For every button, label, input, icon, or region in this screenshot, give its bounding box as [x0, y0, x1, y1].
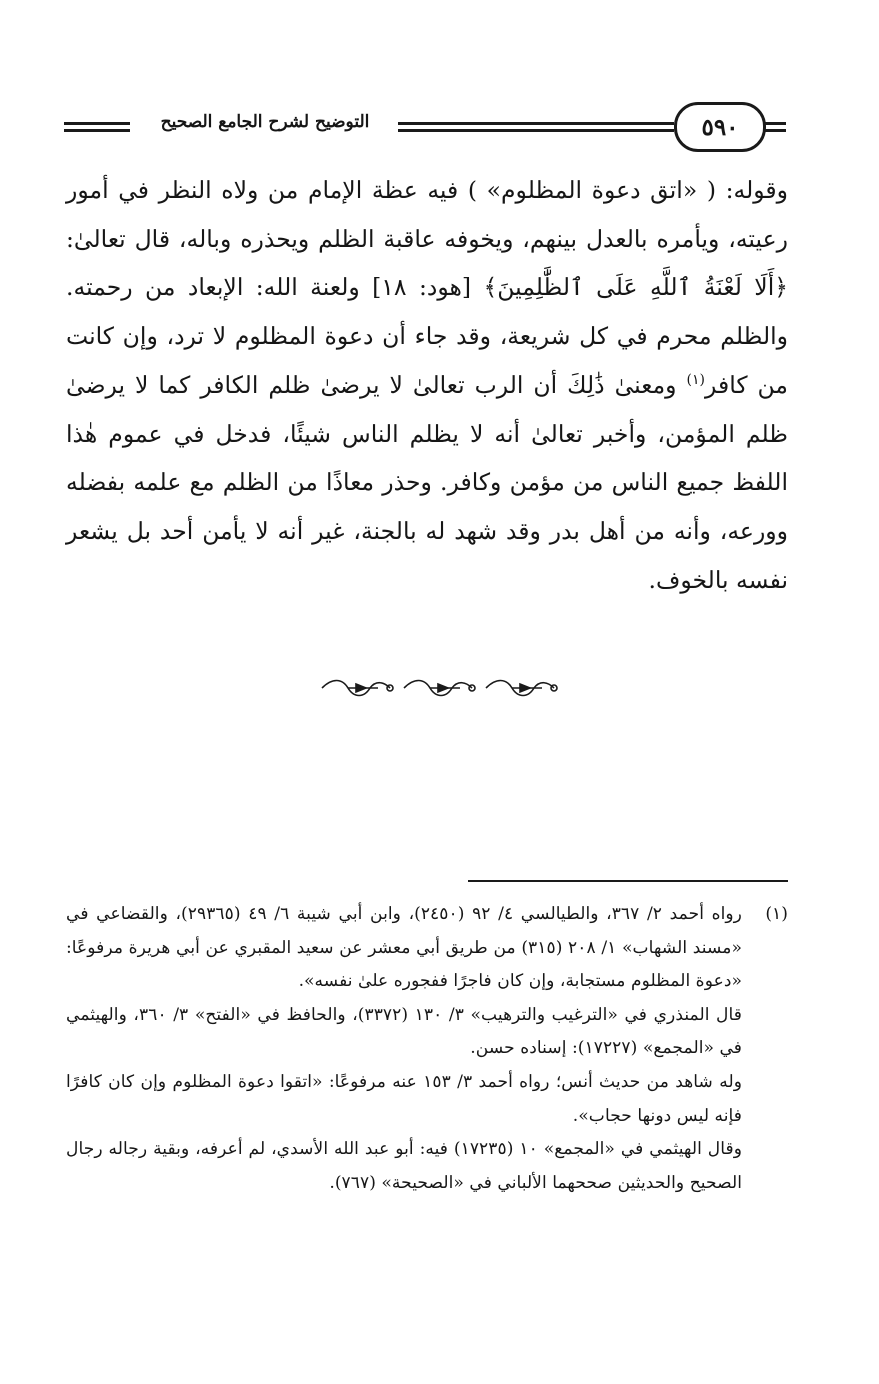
footnote-separator — [468, 880, 788, 882]
main-text-part1: وقوله: ( «اتق دعوة المظلوم» ) فيه عظة الإمام من ولاه النظر في أمور رعيته، ويأمره بالعدل بينهم، ويخوفه عاقبة الظلم ويحذره وباله، قال تعالىٰ: ﴿أَلَا لَعْنَةُ ٱللَّهِ عَلَى ٱلظَّٰلِمِينَ﴾ [هود: ١٨] ولعنة الله: الإبعاد من رحمته. والظلم محرم في كل شريعة، وقد جاء أن دعوة المظلوم لا ترد، وإن كانت من كافر — [66, 176, 789, 399]
footnote-number: (١) — [765, 904, 788, 924]
footnote-paragraph: وقال الهيثمي في «المجمع» ١٠ (١٧٢٣٥) فيه: أبو عبد الله الأسدي، لم أعرفه، وبقية رجاله رجال الصحيح والحديثين صححهما الألباني في «الصحيحة» (٧٦٧). — [66, 1139, 742, 1193]
main-paragraph — [66, 166, 788, 604]
page-number — [674, 102, 766, 152]
footnote-paragraph: قال المنذري في «الترغيب والترهيب» ٣/ ١٣٠ (٣٣٧٢)، والحافظ في «الفتح» ٣/ ٣٦٠، والهيثمي في «المجمع» (١٧٢٢٧): إسناده حسن. — [66, 1004, 742, 1059]
footnote-paragraph: وله شاهد من حديث أنس؛ رواه أحمد ٣/ ١٥٣ عنه مرفوعًا: «اتقوا دعوة المظلوم وإن كان كافرًا فإنه ليس دونها حجاب». — [66, 1071, 742, 1126]
running-header — [0, 102, 879, 154]
footnote-paragraph: رواه أحمد ٢/ ٣٦٧، والطيالسي ٤/ ٩٢ (٢٤٥٠)، وابن أبي شيبة ٦/ ٤٩ (٢٩٣٦٥)، والقضاعي في «مسند الشهاب» ١/ ٢٠٨ (٣١٥) من طريق أبي معشر عن سعيد المقبري عن أبي هريرة مرفوعًا: «دعوة المظلوم مستجابة، وإن كان فاجرًا ففجوره علىٰ نفسه». — [66, 904, 742, 992]
main-text-part2: ومعنىٰ ذَٰلِكَ أن الرب تعالىٰ لا يرضىٰ ظلم الكافر كما لا يرضىٰ ظلم المؤمن، وأخبر تعالىٰ أنه لا يظلم الناس شيئًا، فدخل في عموم هٰذا اللفظ جميع الناس من مؤمن وكافر. وحذر معاذًا من الظلم مع علمه بفضله وورعه، وأنه من أهل بدر وقد شهد له بالجنة، غير أنه لا يأمن أحد بل يشعر نفسه بالخوف. — [66, 370, 788, 594]
running-title: التوضيح لشرح الجامع الصحيح — [160, 112, 370, 132]
footnote-body — [66, 898, 742, 1200]
header-rule-middle — [398, 122, 674, 125]
footnotes — [66, 898, 788, 1200]
header-rule-left — [64, 122, 130, 125]
footnote-reference: (١) — [686, 371, 705, 388]
header-rule-middle-2 — [398, 129, 674, 132]
header-rule-left-2 — [64, 129, 130, 132]
page-number-text: ٥٩٠ — [701, 113, 739, 141]
section-end-ornament — [318, 676, 558, 700]
